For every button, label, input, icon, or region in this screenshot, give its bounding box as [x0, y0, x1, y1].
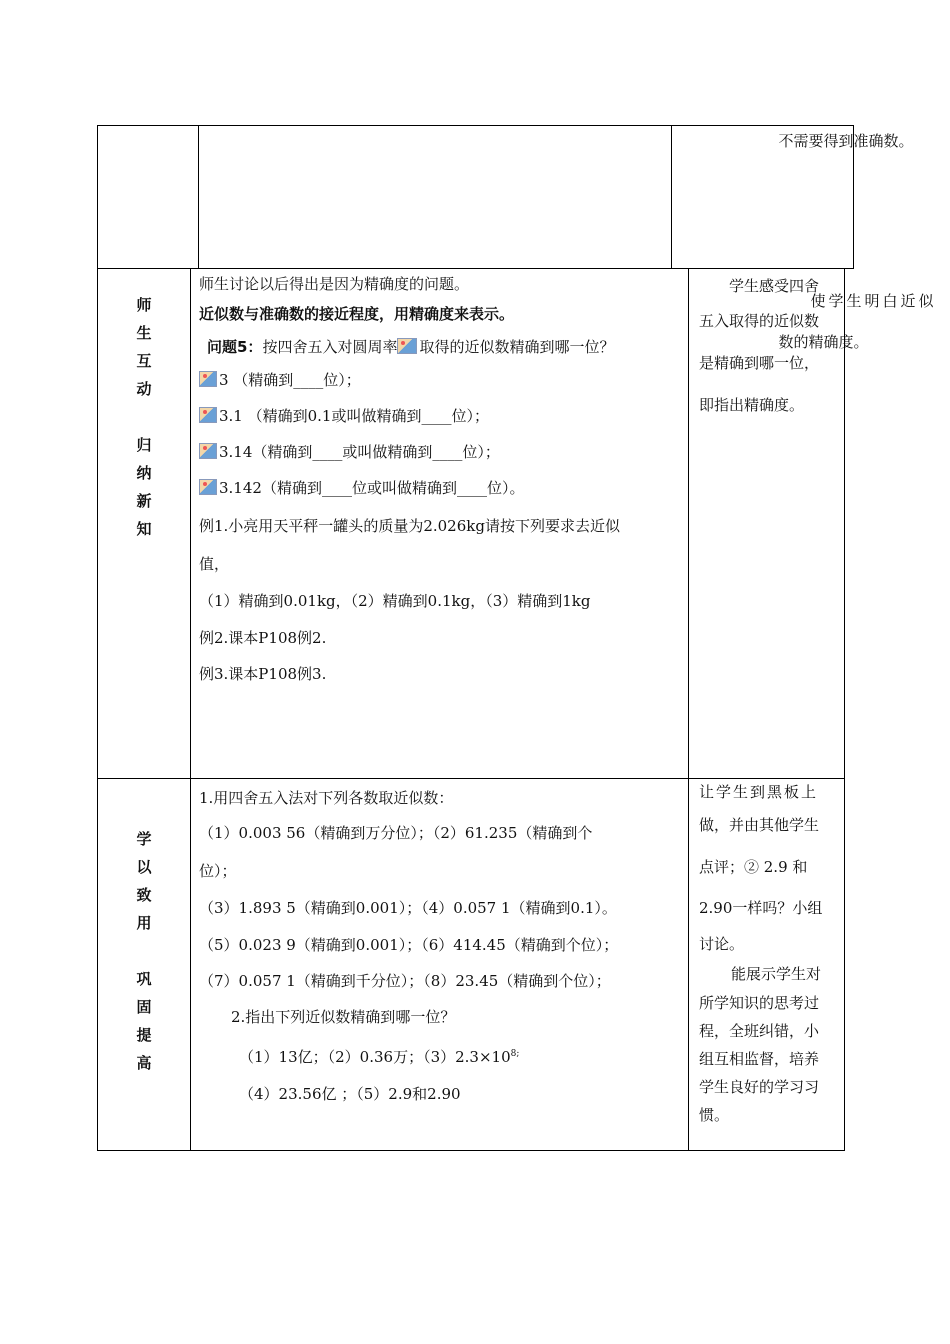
text-line: 师生讨论以后得出是因为精确度的问题。 [199, 275, 470, 293]
side-char: 新 [136, 492, 152, 510]
side-char: 用 [136, 914, 152, 932]
approx-text: 3.142（精确到____位或叫做精确到____位）。 [219, 479, 525, 497]
example-1-parts: （1）精确到0.01kg，（2）精确到0.1kg，（3）精确到1kg [199, 592, 591, 610]
exercise-line: （3）1.893 5（精确到0.001）；（4）0.057 1（精确到0.1）。 [199, 899, 617, 917]
note-line: 能展示学生对 [731, 965, 822, 983]
approx-line [199, 362, 680, 398]
question-5 [199, 332, 680, 362]
example-1: 例1.小亮用天平秤一罐头的质量为2.026kg请按下列要求去近似 [199, 517, 620, 535]
side-char: 知 [136, 520, 152, 538]
note-line: 程，全班纠错，小 [699, 1022, 820, 1040]
note-line: 组互相监督，培养 [699, 1050, 820, 1068]
side-char: 互 [136, 352, 152, 370]
top-note-line-2: 使学生明白近似 [810, 291, 937, 310]
question-label: 问题5： [207, 338, 263, 356]
approx-line [199, 434, 680, 470]
side-char: 以 [136, 858, 152, 876]
side-char: 学 [136, 830, 152, 848]
image-placeholder-icon [199, 407, 217, 423]
exercise-1-title: 1.用四舍五入法对下列各数取近似数： [199, 789, 454, 807]
table-section-2 [97, 268, 845, 779]
note-line: 学生感受四舍 [729, 277, 820, 295]
exponent: 8; [510, 1049, 520, 1059]
exercise-line: （7）0.057 1（精确到千分位）；（8）23.45（精确到个位）； [199, 972, 611, 990]
side-char: 师 [136, 296, 152, 314]
key-statement: 近似数与准确数的接近程度，用精确度来表示。 [199, 305, 515, 323]
top-side-cell [98, 126, 199, 269]
note-line: 讨论。 [699, 935, 745, 953]
approx-line [199, 470, 680, 506]
section3-main-cell [191, 779, 689, 1151]
question-text-a: 按四舍五入对圆周率 [262, 338, 398, 356]
note-line: 所学知识的思考过 [699, 994, 820, 1012]
exercise-2-title: 2.指出下列近似数精确到哪一位？ [231, 1008, 456, 1026]
note-line: 让学生到黑板上 [699, 783, 819, 801]
top-note-line-3: 数的精确度。 [778, 332, 869, 351]
side-char: 生 [136, 324, 152, 342]
note-line: 点评；② 2.9 和 [699, 858, 808, 876]
approx-text: 3 （精确到____位）； [219, 371, 361, 389]
note-line: 做，并由其他学生 [699, 816, 820, 834]
section2-main-cell [191, 269, 689, 779]
approx-text: 3.1 （精确到0.1或叫做精确到____位）； [219, 407, 489, 425]
exercise-2-line [199, 1035, 680, 1076]
side-char: 归 [136, 436, 152, 454]
top-note-line-1: 不需要得到准确数。 [778, 131, 914, 150]
section2-note-cell [689, 269, 845, 779]
note-line: 学生良好的学习习 [699, 1078, 820, 1096]
side-char: 巩 [136, 970, 152, 988]
note-line: 惯。 [699, 1106, 730, 1124]
top-main-cell [199, 126, 672, 269]
image-placeholder-icon [199, 371, 217, 387]
exercise-2-line: （4）23.56亿 ；（5）2.9和2.90 [239, 1085, 461, 1103]
side-char: 致 [136, 886, 152, 904]
side-char: 固 [136, 998, 152, 1016]
side-char: 提 [136, 1026, 152, 1044]
image-placeholder-icon [199, 479, 217, 495]
section2-side-cell [98, 269, 191, 779]
note-line: 即指出精确度。 [699, 396, 805, 414]
example-2: 例2.课本P108例2. [199, 629, 327, 647]
note-line: 2.90一样吗？小组 [699, 899, 823, 917]
side-char: 纳 [136, 464, 152, 482]
side-char: 动 [136, 380, 152, 398]
question-text-b: 取得的近似数精确到哪一位？ [419, 338, 615, 356]
exercise-line: （5）0.023 9（精确到0.001）；（6）414.45（精确到个位）； [199, 936, 619, 954]
image-placeholder-icon [199, 443, 217, 459]
table-section-3 [97, 778, 845, 1151]
pi-image-icon [397, 338, 417, 354]
side-char: 高 [136, 1054, 152, 1072]
note-line: 是精确到哪一位， [699, 354, 820, 372]
exercise-line: （1）0.003 56（精确到万分位）；（2）61.235（精确到个 [199, 824, 593, 842]
note-line: 五入取得的近似数 [699, 312, 820, 330]
section3-note-cell [689, 779, 845, 1151]
exercise-2-text: （1）13亿；（2）0.36万；（3）2.3×10 [239, 1048, 511, 1066]
section3-side-cell [98, 779, 191, 1151]
exercise-line: 位）； [199, 862, 237, 880]
approx-line [199, 398, 680, 434]
approx-text: 3.14（精确到____或叫做精确到____位）； [219, 443, 500, 461]
example-1-cont: 值， [199, 555, 230, 573]
example-3: 例3.课本P108例3. [199, 665, 327, 683]
